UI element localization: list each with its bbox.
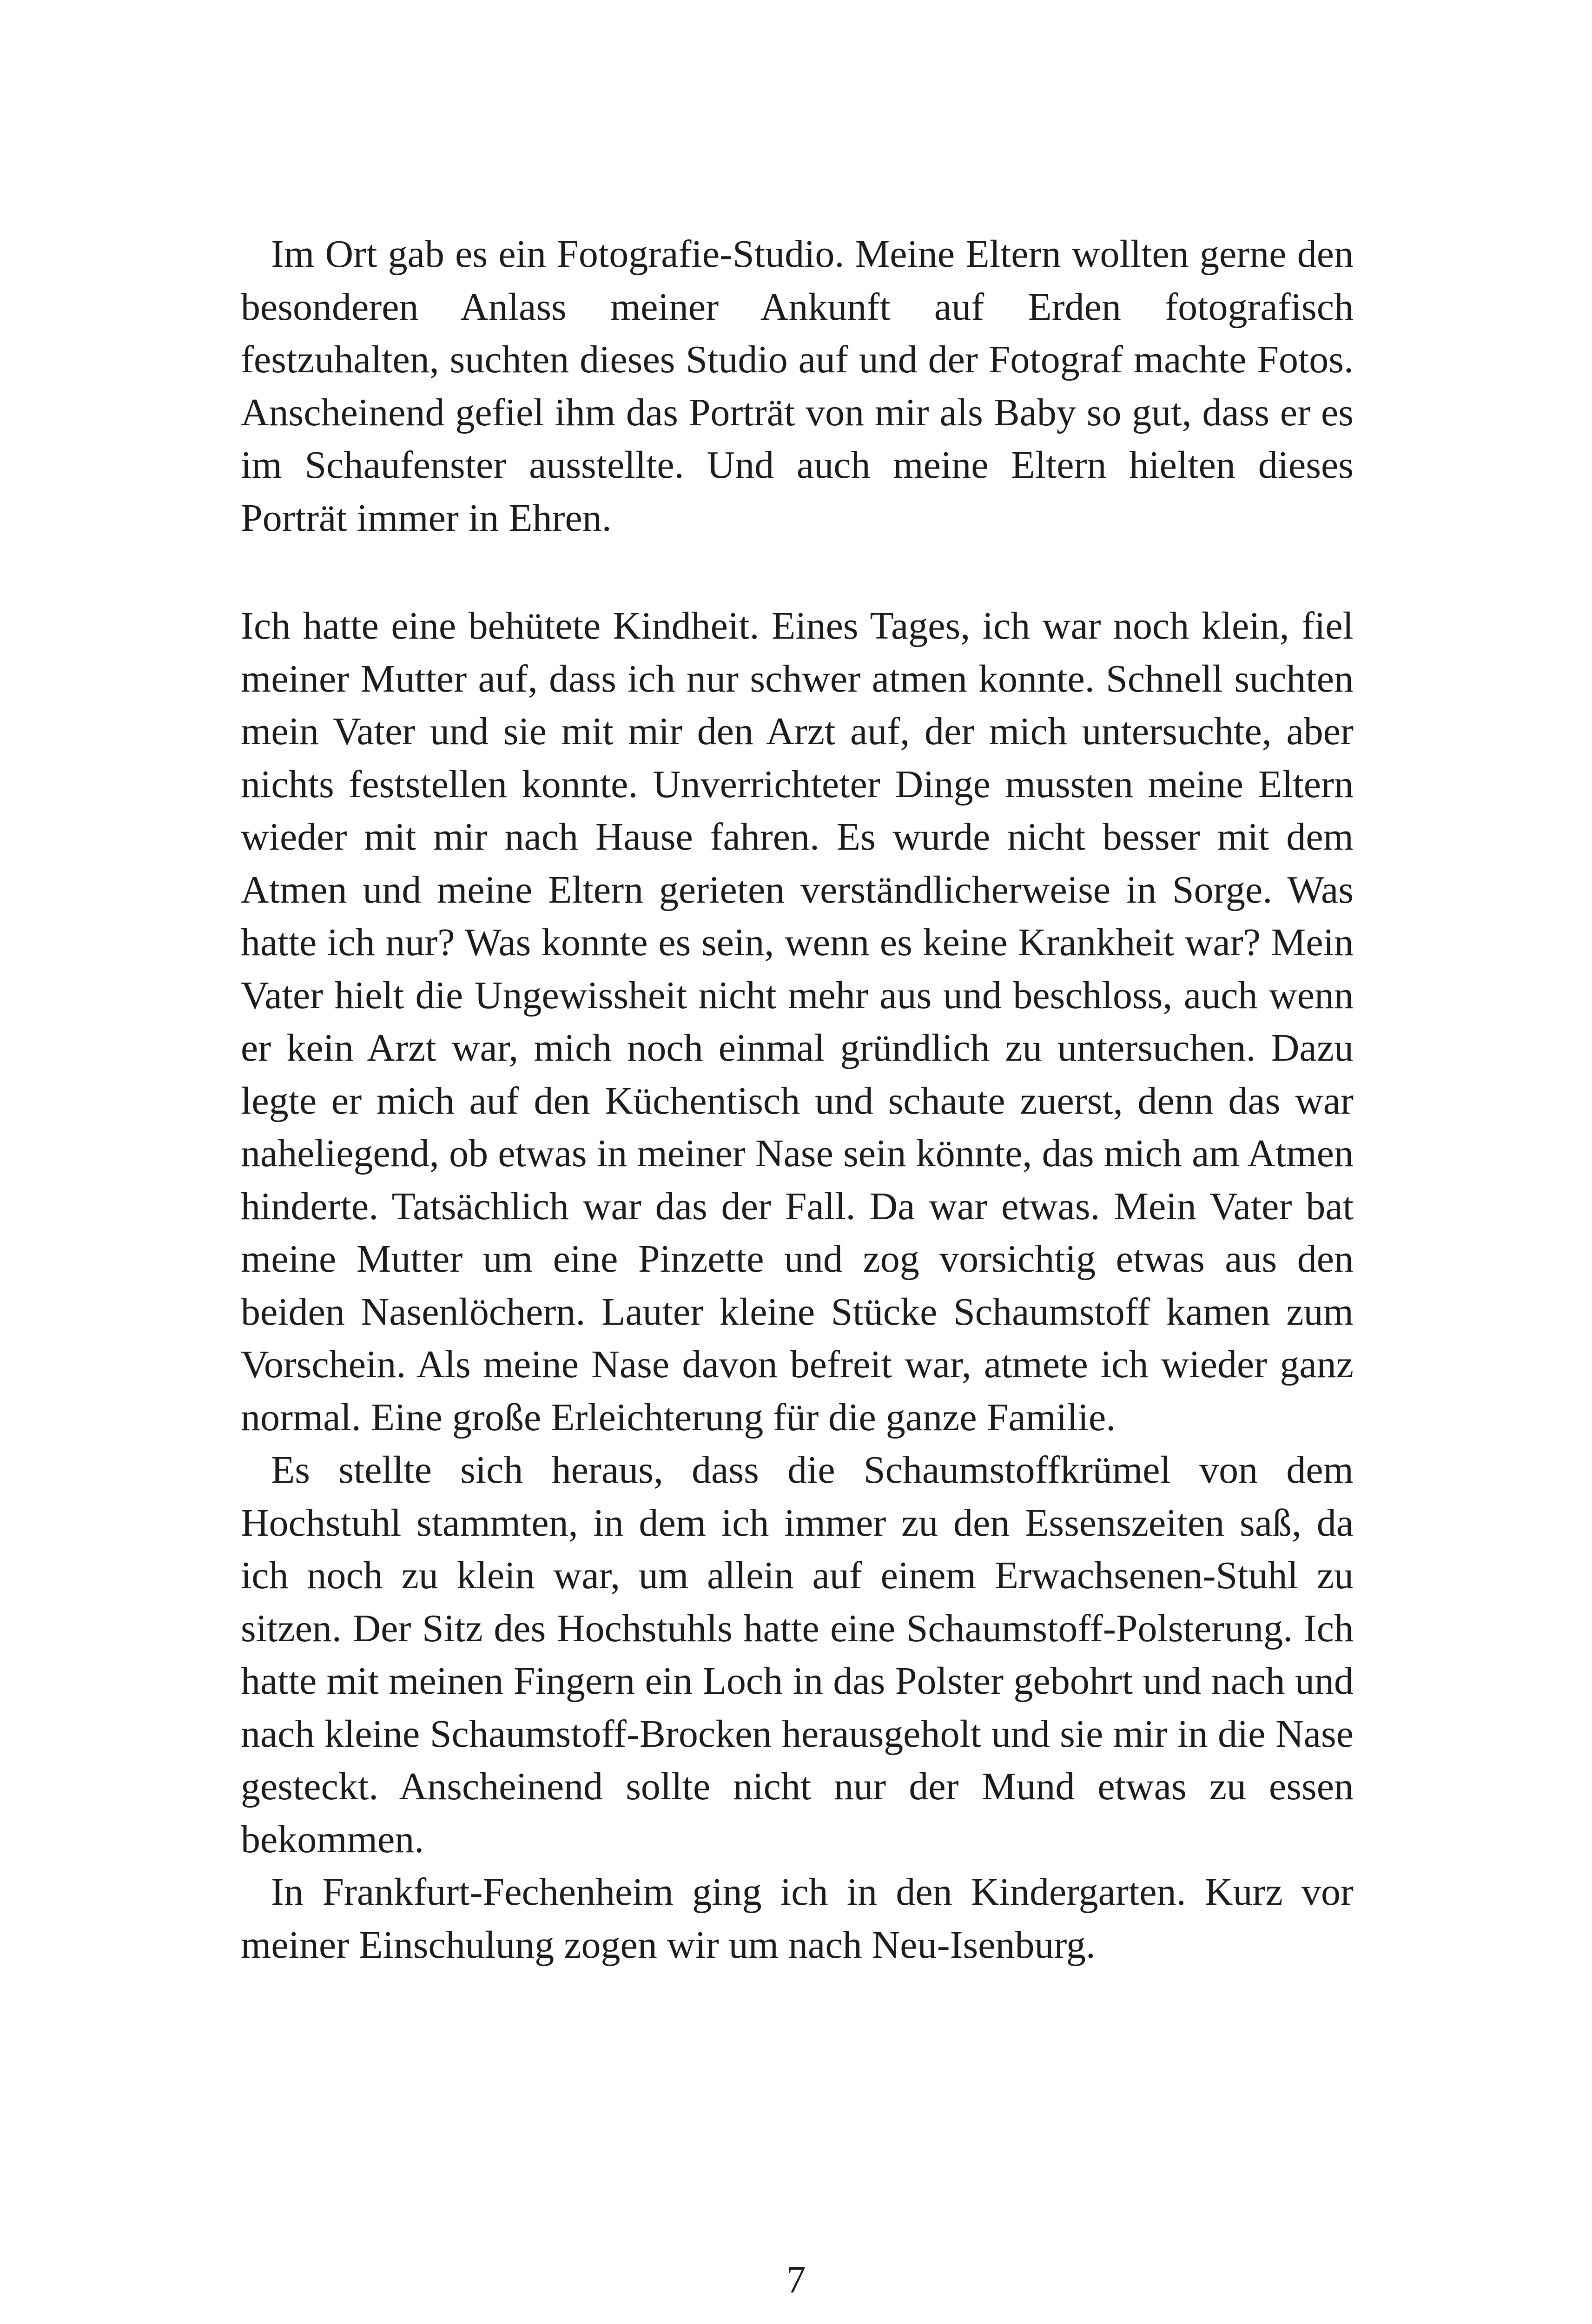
text-section-2 (241, 600, 1354, 1971)
paragraph-photo-studio: Im Ort gab es ein Fotografie-Studio. Meine Eltern wollten gerne den besonderen Anlass meiner Ankunft auf Erden fotografisch festzuhalten, suchten dieses Studio auf und der Fotograf machte Fotos. Anscheinend gefiel ihm das Porträt von mir als Baby so gut, dass er es im Schaufenster ausstellte. Und auch meine Eltern hielten dieses Porträt immer in Ehren. (241, 232, 1354, 540)
paragraph-highchair: Es stellte sich heraus, dass die Schaumstoffkrümel von dem Hochstuhl stammten, in dem ich immer zu den Essenszeiten saß, da ich noch zu klein war, um allein auf einem Erwachsenen-Stuhl zu sitzen. Der Sitz des Hochstuhls hatte eine Schaumstoff-Polsterung. Ich hatte mit meinen Fingern ein Loch in das Polster gebohrt und nach und nach kleine Schaumstoff-Brocken herausgeholt und sie mir in die Nase gesteckt. Anscheinend sollte nicht nur der Mund etwas zu essen bekommen. (241, 1448, 1354, 1861)
paragraph-childhood: Ich hatte eine behütete Kindheit. Eines Tages, ich war noch klein, fiel meiner Mutter auf, dass ich nur schwer atmen konnte. Schnell suchten mein Vater und sie mit mir den Arzt auf, der mich untersuchte, aber nichts feststellen konnte. Unverrichteter Dinge mussten meine Eltern wieder mit mir nach Hause fahren. Es wurde nicht besser mit dem Atmen und meine Eltern gerieten verständlicherweise in Sorge. Was hatte ich nur? Was konnte es sein, wenn es keine Krankheit war? Mein Vater hielt die Ungewissheit nicht mehr aus und beschloss, auch wenn er kein Arzt war, mich noch einmal gründlich zu untersuchen. Dazu legte er mich auf den Küchentisch und schaute zuerst, denn das war naheliegend, ob etwas in meiner Nase sein könnte, das mich am Atmen hinderte. Tatsächlich war das der Fall. Da war etwas. Mein Vater bat meine Mutter um eine Pinzette und zog vorsichtig etwas aus den beiden Nasenlöchern. Lauter kleine Stücke Schaumstoff kamen zum Vorschein. Als meine Nase davon befreit war, atmete ich wieder ganz normal. Eine große Erleichterung für die ganze Familie. (241, 604, 1354, 1439)
text-section-1 (241, 228, 1354, 544)
page-number: 7 (786, 2258, 806, 2301)
paragraph-kindergarten: In Frankfurt-Fechenheim ging ich in den Kindergarten. Kurz vor meiner Einschulung zogen wir um nach Neu-Isenburg. (241, 1870, 1354, 1967)
